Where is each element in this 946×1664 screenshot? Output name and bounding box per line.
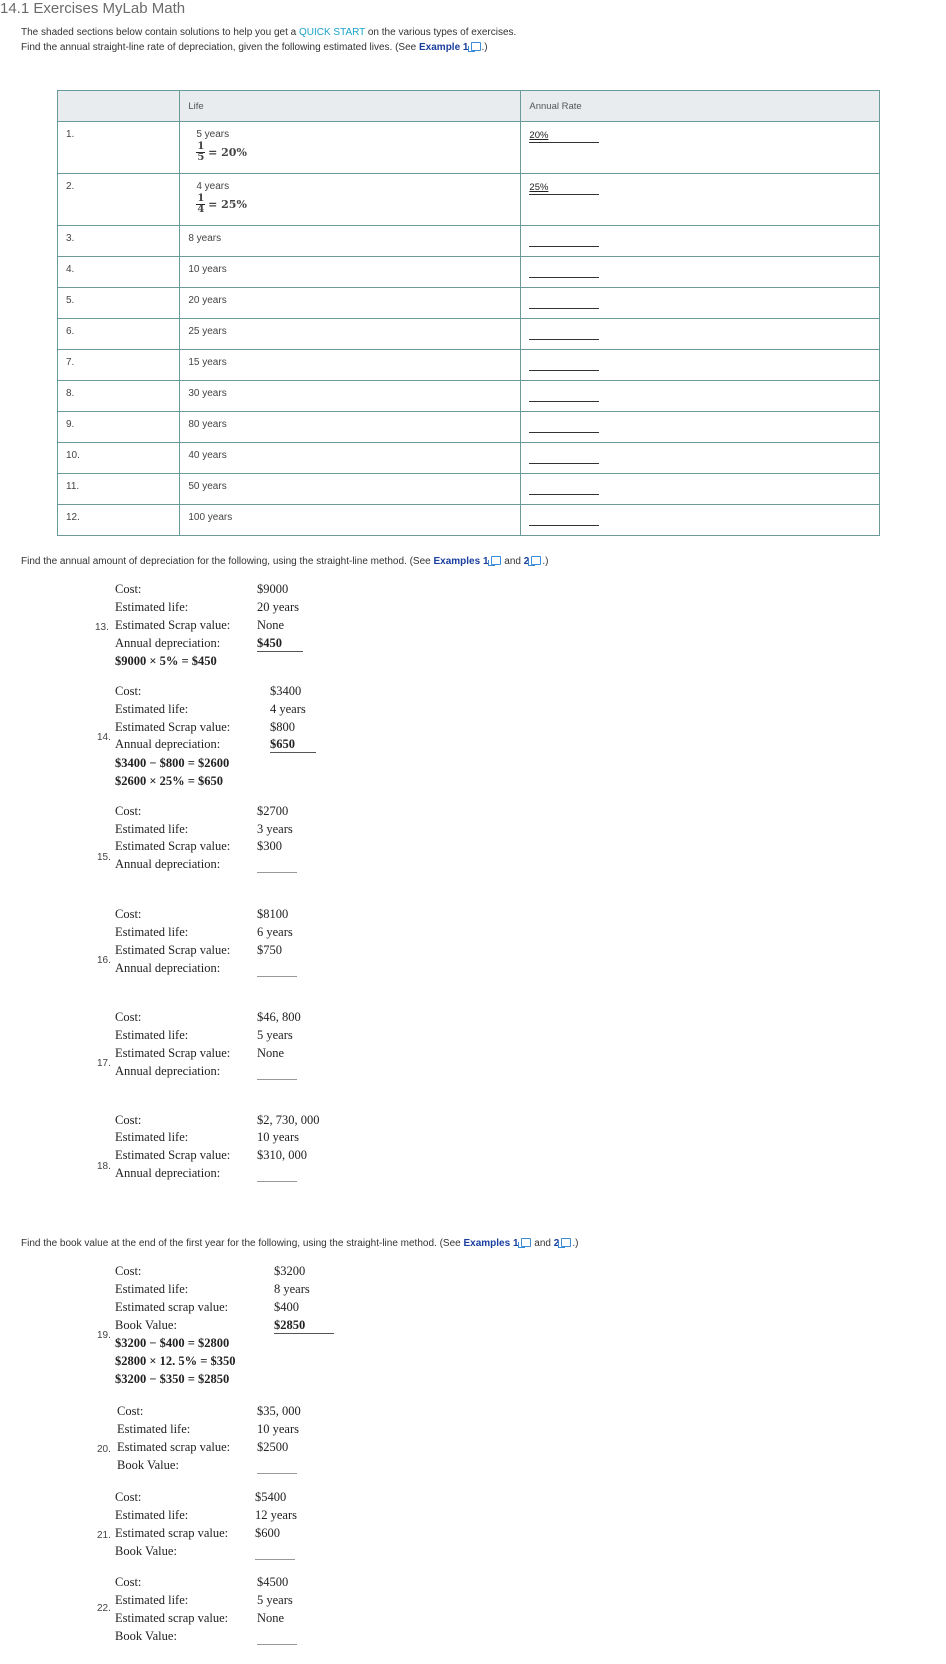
work-line: $2600 × 25% = $650 — [115, 774, 223, 788]
rate-input[interactable] — [529, 265, 599, 278]
cost-value: $3400 — [270, 684, 302, 698]
example-2-label: 2 — [553, 1238, 560, 1249]
book-value-input[interactable] — [255, 1549, 295, 1560]
problem-number: 20. — [97, 1444, 111, 1455]
cost-value: $3200 — [274, 1264, 306, 1278]
section-2-text: Find the annual amount of depreciation for the following, using the straight-line method. (See — [21, 556, 434, 567]
problem-number: 16. — [97, 955, 111, 966]
rate-cell — [521, 443, 880, 474]
table-row — [58, 122, 880, 174]
scrap-label: Estimated scrap value: — [115, 1300, 229, 1314]
annual-depreciation-input[interactable] — [257, 1171, 297, 1182]
row-number: 5. — [58, 288, 180, 319]
rate-cell — [521, 474, 880, 505]
life-label: Estimated life: — [115, 925, 189, 939]
denominator: 5 — [197, 152, 205, 163]
problem-number: 22. — [97, 1603, 111, 1614]
section-3-instruction — [21, 1238, 578, 1249]
scrap-value: None — [257, 1611, 285, 1625]
rate-cell — [521, 412, 880, 443]
external-link-icon — [521, 1238, 531, 1247]
cost-value: $35, 000 — [257, 1404, 301, 1418]
header-annual-rate: Annual Rate — [521, 91, 880, 122]
life-label: Estimated life: — [117, 1422, 191, 1436]
section-2-end: .) — [542, 556, 549, 567]
life-value: 10 years — [257, 1422, 299, 1436]
life-value: 6 years — [257, 925, 293, 939]
example-1-label: Example 1 — [419, 42, 469, 53]
work-line: $3200 − $400 = $2800 — [115, 1336, 230, 1350]
external-link-icon — [561, 1238, 571, 1247]
scrap-value: $800 — [270, 720, 295, 734]
table-row — [58, 474, 880, 505]
cost-label: Cost: — [115, 1575, 142, 1589]
life-value: 4 years — [196, 181, 230, 192]
table-row — [58, 412, 880, 443]
problem-number: 18. — [97, 1161, 111, 1172]
annual-depreciation-answer[interactable]: $450 — [257, 636, 303, 652]
problem-number: 19. — [97, 1330, 111, 1341]
annual-depreciation-label: Annual depreciation: — [115, 1166, 221, 1180]
page-title: 14.1 Exercises MyLab Math — [0, 0, 186, 17]
life-label: Estimated life: — [115, 822, 189, 836]
table-row — [58, 226, 880, 257]
life-value: 10 years — [180, 257, 521, 288]
scrap-label: Estimated Scrap value: — [115, 618, 231, 632]
row-number: 12. — [58, 505, 180, 536]
rate-input[interactable] — [529, 296, 599, 309]
examples-1-label: Examples 1 — [463, 1238, 519, 1249]
cost-label: Cost: — [115, 1113, 142, 1127]
life-value: 5 years — [257, 1593, 293, 1607]
section-2-instruction — [21, 556, 548, 567]
rate-cell — [521, 174, 880, 226]
rate-cell — [521, 381, 880, 412]
problem-number: 21. — [97, 1530, 111, 1541]
scrap-value: None — [257, 1046, 285, 1060]
intro-text: The shaded sections below contain solutions to help you get a — [21, 27, 299, 38]
problem-number: 14. — [97, 732, 111, 743]
example-2-link[interactable] — [554, 1238, 573, 1249]
scrap-label: Estimated Scrap value: — [115, 943, 231, 957]
scrap-value: $750 — [257, 943, 282, 957]
scrap-label: Estimated scrap value: — [115, 1526, 229, 1540]
row-number: 7. — [58, 350, 180, 381]
fraction — [196, 142, 205, 163]
book-value-label: Book Value: — [115, 1318, 177, 1332]
scrap-value: $600 — [255, 1526, 280, 1540]
rate-input[interactable] — [529, 327, 599, 340]
annual-depreciation-label: Annual depreciation: — [115, 636, 221, 650]
table-row — [58, 443, 880, 474]
example-2-label: 2 — [523, 556, 530, 567]
work-line: $3400 − $800 = $2600 — [115, 756, 230, 770]
header-life: Life — [180, 91, 521, 122]
rate-answer[interactable]: 20% — [529, 130, 599, 143]
annual-depreciation-input[interactable] — [257, 862, 297, 873]
row-number: 8. — [58, 381, 180, 412]
table-row — [58, 288, 880, 319]
fraction-result: = 20% — [208, 146, 247, 159]
scrap-label: Estimated Scrap value: — [115, 1046, 231, 1060]
rate-table — [57, 90, 880, 536]
scrap-value: $2500 — [257, 1440, 289, 1454]
book-value-label: Book Value: — [115, 1629, 177, 1643]
row-number: 2. — [58, 174, 180, 226]
life-value: 30 years — [180, 381, 521, 412]
scrap-value: $400 — [274, 1300, 299, 1314]
annual-depreciation-input[interactable] — [257, 1069, 297, 1080]
rate-input[interactable] — [529, 513, 599, 526]
examples-1-link[interactable] — [463, 1238, 531, 1249]
rate-input[interactable] — [529, 420, 599, 433]
rate-input[interactable] — [529, 451, 599, 464]
book-value-answer[interactable]: $2850 — [274, 1318, 334, 1334]
problem-number: 15. — [97, 852, 111, 863]
cost-label: Cost: — [117, 1404, 144, 1418]
scrap-value: None — [257, 618, 285, 632]
scrap-label: Estimated scrap value: — [117, 1440, 231, 1454]
row-number: 9. — [58, 412, 180, 443]
row-number: 11. — [58, 474, 180, 505]
work-line: $9000 × 5% = $450 — [115, 654, 217, 668]
example-2-link[interactable] — [524, 556, 543, 567]
row-number: 10. — [58, 443, 180, 474]
annual-depreciation-answer[interactable]: $650 — [270, 737, 316, 753]
table-row — [58, 319, 880, 350]
cost-value: $46, 800 — [257, 1010, 301, 1024]
annual-depreciation-label: Annual depreciation: — [115, 737, 221, 751]
life-value: 80 years — [180, 412, 521, 443]
external-link-icon — [531, 556, 541, 565]
example-1-link[interactable] — [419, 42, 481, 53]
life-value: 5 years — [257, 1028, 293, 1042]
life-label: Estimated life: — [115, 702, 189, 716]
fraction — [196, 194, 205, 215]
life-value: 12 years — [255, 1508, 297, 1522]
table-header-row — [58, 91, 880, 122]
fraction-result: = 25% — [208, 198, 247, 211]
numerator: 1 — [197, 141, 205, 152]
numerator: 1 — [197, 193, 205, 204]
rate-input[interactable] — [529, 234, 599, 247]
rate-cell — [521, 288, 880, 319]
life-label: Estimated life: — [115, 1593, 189, 1607]
book-value-input[interactable] — [257, 1634, 297, 1645]
cost-label: Cost: — [115, 907, 142, 921]
life-value: 15 years — [180, 350, 521, 381]
cost-label: Cost: — [115, 1264, 142, 1278]
instruction-text: Find the annual straight-line rate of depreciation, given the following estimated lives. (See — [21, 42, 420, 53]
section-3-text: Find the book value at the end of the first year for the following, using the straight-line method. (See — [21, 1238, 464, 1249]
annual-depreciation-label: Annual depreciation: — [115, 857, 221, 871]
annual-depreciation-label: Annual depreciation: — [115, 1064, 221, 1078]
problem-number: 13. — [95, 622, 109, 633]
external-link-icon — [471, 42, 481, 51]
fraction-work — [196, 194, 520, 215]
row-number: 3. — [58, 226, 180, 257]
examples-1-link[interactable] — [433, 556, 501, 567]
life-label: Estimated life: — [115, 600, 189, 614]
life-value: 20 years — [257, 600, 299, 614]
cost-label: Cost: — [115, 804, 142, 818]
row-number: 1. — [58, 122, 180, 174]
cost-value: $9000 — [257, 582, 289, 596]
life-cell — [180, 174, 521, 226]
life-value: 10 years — [257, 1130, 299, 1144]
row-number: 6. — [58, 319, 180, 350]
and-text: and — [501, 556, 524, 567]
work-line: $2800 × 12. 5% = $350 — [115, 1354, 236, 1368]
life-cell — [180, 122, 521, 174]
cost-label: Cost: — [115, 582, 142, 596]
annual-depreciation-label: Annual depreciation: — [115, 961, 221, 975]
scrap-label: Estimated Scrap value: — [115, 839, 231, 853]
denominator: 4 — [197, 204, 205, 215]
header-num — [58, 91, 180, 122]
scrap-value: $300 — [257, 839, 282, 853]
life-value: 25 years — [180, 319, 521, 350]
rate-answer[interactable]: 25% — [529, 182, 599, 195]
instruction-end: .) — [481, 42, 488, 53]
rate-cell — [521, 505, 880, 536]
examples-1-label: Examples 1 — [433, 556, 489, 567]
life-value: 4 years — [270, 702, 306, 716]
rate-cell — [521, 350, 880, 381]
cost-value: $8100 — [257, 907, 289, 921]
section-3-end: .) — [572, 1238, 579, 1249]
cost-value: $5400 — [255, 1490, 287, 1504]
intro-line-1 — [21, 27, 516, 38]
scrap-label: Estimated Scrap value: — [115, 720, 231, 734]
book-value-label: Book Value: — [117, 1458, 179, 1472]
rate-cell — [521, 122, 880, 174]
life-label: Estimated life: — [115, 1028, 189, 1042]
life-value: 20 years — [180, 288, 521, 319]
scrap-label: Estimated Scrap value: — [115, 1148, 231, 1162]
scrap-value: $310, 000 — [257, 1148, 307, 1162]
rate-cell — [521, 319, 880, 350]
life-value: 50 years — [180, 474, 521, 505]
rate-input[interactable] — [529, 482, 599, 495]
table-row — [58, 350, 880, 381]
life-label: Estimated life: — [115, 1508, 189, 1522]
annual-depreciation-input[interactable] — [257, 966, 297, 977]
table-row — [58, 174, 880, 226]
cost-label: Cost: — [115, 1490, 142, 1504]
life-value: 8 years — [180, 226, 521, 257]
rate-cell — [521, 257, 880, 288]
quick-start-link[interactable]: QUICK START — [298, 27, 366, 38]
table-row — [58, 381, 880, 412]
and-text: and — [531, 1238, 554, 1249]
rate-input[interactable] — [529, 389, 599, 402]
scrap-label: Estimated scrap value: — [115, 1611, 229, 1625]
life-label: Estimated life: — [115, 1282, 189, 1296]
rate-input[interactable] — [529, 358, 599, 371]
table-row — [58, 505, 880, 536]
row-number: 4. — [58, 257, 180, 288]
external-link-icon — [491, 556, 501, 565]
book-value-label: Book Value: — [115, 1544, 177, 1558]
life-value: 5 years — [196, 129, 230, 140]
life-value: 100 years — [180, 505, 521, 536]
book-value-input[interactable] — [257, 1463, 297, 1474]
table-row — [58, 257, 880, 288]
life-label: Estimated life: — [115, 1130, 189, 1144]
life-value: 8 years — [274, 1282, 310, 1296]
rate-cell — [521, 226, 880, 257]
life-value: 3 years — [257, 822, 293, 836]
intro-line-2 — [21, 42, 488, 53]
cost-value: $2, 730, 000 — [257, 1113, 320, 1127]
intro-text-end: on the various types of exercises. — [365, 27, 517, 38]
work-line: $3200 − $350 = $2850 — [115, 1372, 230, 1386]
fraction-work — [196, 142, 520, 163]
cost-value: $2700 — [257, 804, 289, 818]
life-value: 40 years — [180, 443, 521, 474]
cost-label: Cost: — [115, 1010, 142, 1024]
problem-number: 17. — [97, 1058, 111, 1069]
cost-value: $4500 — [257, 1575, 289, 1589]
cost-label: Cost: — [115, 684, 142, 698]
